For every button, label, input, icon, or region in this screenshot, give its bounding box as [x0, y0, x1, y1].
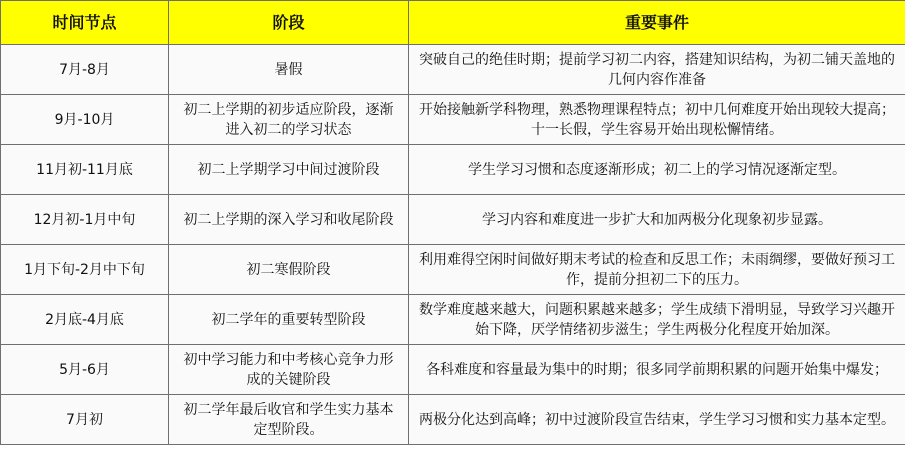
- table-row: [1, 245, 905, 295]
- event-cell: 突破自己的绝佳时期；提前学习初二内容，搭建知识结构，为初二铺天盖地的几何内容作准备: [409, 45, 905, 95]
- stage-cell: 初二上学期的深入学习和收尾阶段: [169, 195, 409, 245]
- time-cell: 7月初: [1, 395, 169, 445]
- stage-cell: 暑假: [169, 45, 409, 95]
- time-cell: 7月-8月: [1, 45, 169, 95]
- table-row: [1, 295, 905, 345]
- stage-cell: 初二学年的重要转型阶段: [169, 295, 409, 345]
- time-cell: 11月初-11月底: [1, 145, 169, 195]
- stage-cell: 初二上学期的初步适应阶段，逐渐进入初二的学习状态: [169, 95, 409, 145]
- event-cell: 利用难得空闲时间做好期末考试的检查和反思工作；未雨绸缪，要做好预习工作，提前分担初二下的压力。: [409, 245, 905, 295]
- time-cell: 2月底-4月底: [1, 295, 169, 345]
- event-cell: 两极分化达到高峰；初中过渡阶段宣告结束，学生学习习惯和实力基本定型。: [409, 395, 905, 445]
- time-cell: 9月-10月: [1, 95, 169, 145]
- stage-cell: 初二学年最后收官和学生实力基本定型阶段。: [169, 395, 409, 445]
- table-row: [1, 345, 905, 395]
- header-time-node: 时间节点: [1, 1, 169, 45]
- table-row: [1, 95, 905, 145]
- header-key-events: 重要事件: [409, 1, 905, 45]
- time-cell: 1月下旬-2月中下旬: [1, 245, 169, 295]
- time-cell: 5月-6月: [1, 345, 169, 395]
- table-row: [1, 195, 905, 245]
- event-cell: 各科难度和容量最为集中的时期；很多同学前期积累的问题开始集中爆发；: [409, 345, 905, 395]
- header-row: [1, 1, 905, 45]
- stage-cell: 初中学习能力和中考核心竞争力形成的关键阶段: [169, 345, 409, 395]
- stage-cell: 初二上学期学习中间过渡阶段: [169, 145, 409, 195]
- event-cell: 学生学习习惯和态度逐渐形成；初二上的学习情况逐渐定型。: [409, 145, 905, 195]
- table-row: [1, 45, 905, 95]
- time-cell: 12月初-1月中旬: [1, 195, 169, 245]
- table-row: [1, 395, 905, 445]
- header-stage: 阶段: [169, 1, 409, 45]
- event-cell: 数学难度越来越大，问题积累越来越多；学生成绩下滑明显，导致学习兴趣开始下降，厌学情绪初步滋生；学生两极分化程度开始加深。: [409, 295, 905, 345]
- event-cell: 学习内容和难度进一步扩大和加两极分化现象初步显露。: [409, 195, 905, 245]
- table-row: [1, 145, 905, 195]
- stage-cell: 初二寒假阶段: [169, 245, 409, 295]
- event-cell: 开始接触新学科物理，熟悉物理课程特点；初中几何难度开始出现较大提高；十一长假，学生容易开始出现松懈情绪。: [409, 95, 905, 145]
